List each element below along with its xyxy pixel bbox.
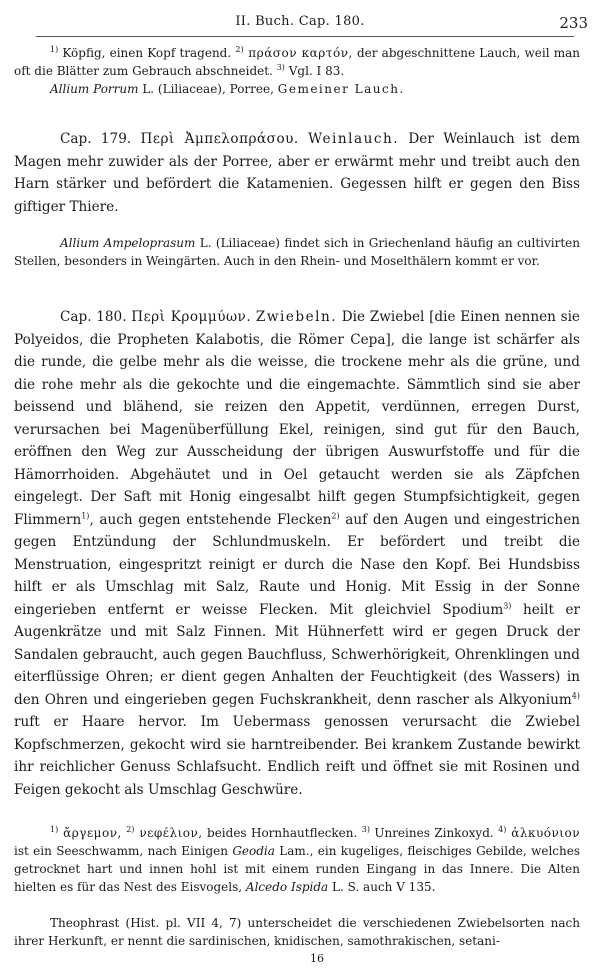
chapter-180 [14,306,580,801]
running-header [0,14,600,34]
chapter-179 [14,128,580,218]
footnote-marker: 1) [50,825,59,834]
footnotes-180 [14,824,580,896]
footnote-marker: 2) [126,825,135,834]
closing-paragraph [14,914,580,950]
footnote-block: $^{1)}$ ἄργεμον, $^{2)}$ νεφέλιον, beides Hornhautflecken. $^{3)}$ Unreines Zinkoxyd. $^{4)}$ ἀλκυόνιον ist ein Seeschwamm, nach Einigen Geodia Lam., ein kugeliges, fleischiges Gebilde, welches getrocknet hart und innen hohl ist mit einem runden Eingang in das Innere. Die Alten hielten es für das Nest des Eisvogels, Alcedo Ispida L. S. auch V 135. [14,825,580,894]
chapter-title: Weinlauch. [308,131,400,147]
footnote-block: $^{1)}$ Köpfig, einen Kopf tragend. $^{2)}$ πράσον καρτόν, der abgeschnittene Lauch, weil man oft die Blätter zum Gebrauch abschneidet. $^{3)}$ Vgl. I 83. [14,45,580,78]
running-head: II. Buch. Cap. 180. [235,14,365,29]
footnote-marker: 1) [50,45,59,54]
page-number: 233 [559,14,588,32]
footnote-marker: 3) [503,600,512,610]
footnote-marker: 4) [498,825,507,834]
footnote-marker: 1) [81,510,90,520]
chapter-title: Zwiebeln. [255,309,338,325]
footnotes-top [14,44,580,98]
greek-title: Περὶ Ἀμπελοπράσου. [140,131,299,147]
signature-mark: 16 [310,952,324,965]
note-179 [14,234,580,270]
chapter-heading: Cap. 179. [60,131,132,147]
chapter-180-text: Cap. 180. Περὶ Κρομμύων. Zwiebeln. Die Zwiebel [die Einen nennen sie Polyeidos, die Propheten Kalabotis, die Römer Cepa], die lange ist schärfer als die runde, die gelbe mehr als die weisse, die trockene mehr als die grüne, und die rohe mehr als die gekochte und die eingemachte. Sämmtlich sind sie aber beissend und blähend, sie reizen den Appetit, verdünnen, erregen Durst, verursachen bei Magenüberfüllung Ekel, reinigen, sind gut für den Bauch, eröffnen den Weg zur Ausscheidung der übrigen Auswurfstoffe und für die Hämorrhoiden. Abgehäutet und in Oel getaucht werden sie als Zäpfchen eingelegt. Der Saft mit Honig eingesalbt hilft gegen Stumpfsichtigkeit, gegen Flimmern$^{1)}$, auch gegen entstehende Flecken$^{2)}$ auf den Augen und eingestrichen gegen Entzündung der Schlundmuskeln. Er befördert und treibt die Menstruation, eingespritzt reinigt er durch die Nase den Kopf. Bei Hundsbiss hilft er als Umschlag mit Salz, Raute und Honig. Mit Essig in der Sonne eingerieben entfernt er weisse Flecken. Mit gleichviel Spodium$^{3)}$ heilt er Augenkrätze und mit Salz Finnen. Mit Hühnerfett wird er gegen Druck der Sandalen gebraucht, auch gegen Bauchfluss, Schwerhörigkeit, Ohrenklingen und eiterflüssige Ohren; er dient gegen Anhalten der Feuchtigkeit (des Wassers) in den Ohren und eingerieben gegen Fuchskrankheit, denn rascher als Alkyonium$^{4)}$ ruft er Haare hervor. Im Uebermass genossen verursacht die Zwiebel Kopfschmerzen, gekocht wird sie harntreibender. Bei krankem Zustande bewirkt ihr reichlicher Genuss Schlafsucht. Endlich reift und öffnet sie mit Rosinen und Feigen gekocht als Umschlag Geschwüre. [14,309,580,798]
botanical-line: Allium Porrum L. (Liliaceae), Porree, Gemeiner Lauch. [50,82,405,96]
footnote-marker: 2) [331,510,340,520]
footnote-marker: 3) [361,825,370,834]
closing-text: Theophrast (Hist. pl. VII 4, 7) unterscheidet die verschiedenen Zwiebelsorten nach ihrer Herkunft, er nennt die sardinischen, knidischen, samothrakischen, setani- [14,916,580,948]
greek-title: Περὶ Κρομμύων. [131,309,252,325]
chapter-179-text: Cap. 179. Περὶ Ἀμπελοπράσου. Weinlauch. Der Weinlauch ist dem Magen mehr zuwider als der Porree, aber er erwärmt mehr und treibt auch den Harn stärker und befördert die Katamenien. Gegessen hilft er gegen den Biss giftiger Thiere. [14,131,580,215]
chapter-heading: Cap. 180. [60,309,127,325]
note-179-text: Allium Ampeloprasum L. (Liliaceae) findet sich in Griechenland häufig an cultivirten Stellen, besonders in Weingärten. Auch in den Rhein- und Moselthälern kommt er vor. [14,236,580,268]
footnote-marker: 2) [235,45,244,54]
footnote-marker: 4) [571,690,580,700]
header-rule [36,36,574,37]
footnote-marker: 3) [276,63,285,72]
